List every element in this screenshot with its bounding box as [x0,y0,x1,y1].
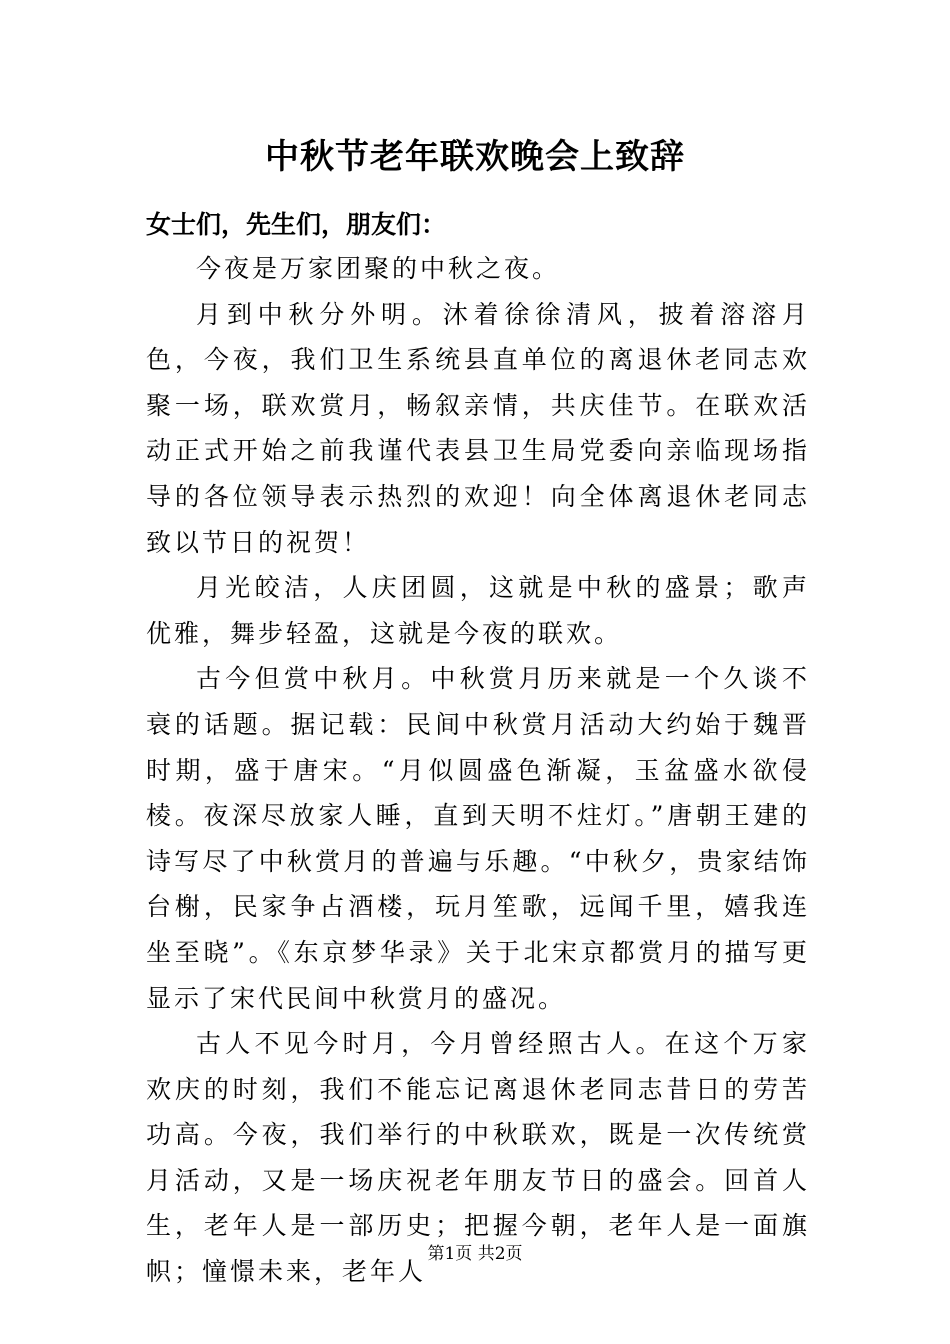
salutation: 女士们，先生们，朋友们： [146,210,447,239]
page-footer: 第1页 共2页 [427,1244,523,1264]
paragraph: 月到中秋分外明。沐着徐徐清风，披着溶溶月色，今夜，我们卫生系统县直单位的离退休老同志欢聚一场，联欢赏月，畅叙亲情，共庆佳节。在联欢活动正式开始之前我谨代表县卫生局党委向亲临现场指导的各位领导表示热烈的欢迎！向全体离退休老同志致以节日的祝贺！ [146,299,810,557]
paragraph: 今夜是万家团聚的中秋之夜。 [196,254,561,283]
paragraph: 古今但赏中秋月。中秋赏月历来就是一个久谈不衰的话题。据记载：民间中秋赏月活动大约始于魏晋时期，盛于唐宋。“月似圆盛色渐凝，玉盆盛水欲侵棱。夜深尽放家人睡，直到天明不炷灯。”唐朝王建的诗写尽了中秋赏月的普遍与乐趣。“中秋夕，贵家结饰台榭，民家争占酒楼，玩月笙歌，远闻千里，嬉我连坐至晓”。《东京梦华录》关于北宋京都赏月的描写更显示了宋代民间中秋赏月的盛况。 [146,664,810,1013]
paragraph: 古人不见今时月，今月曾经照古人。在这个万家欢庆的时刻，我们不能忘记离退休老同志昔日的劳苦功高。今夜，我们举行的中秋联欢，既是一次传统赏月活动，又是一场庆祝老年朋友节日的盛会。回首人生，老年人是一部历史；把握今朝，老年人是一面旗帜；憧憬未来，老年人 [146,1029,810,1287]
document-body [146,246,810,1295]
paragraph: 月光皎洁，人庆团圆，这就是中秋的盛景；歌声优雅，舞步轻盈，这就是今夜的联欢。 [146,573,810,648]
document-title: 中秋节老年联欢晚会上致辞 [265,137,685,177]
